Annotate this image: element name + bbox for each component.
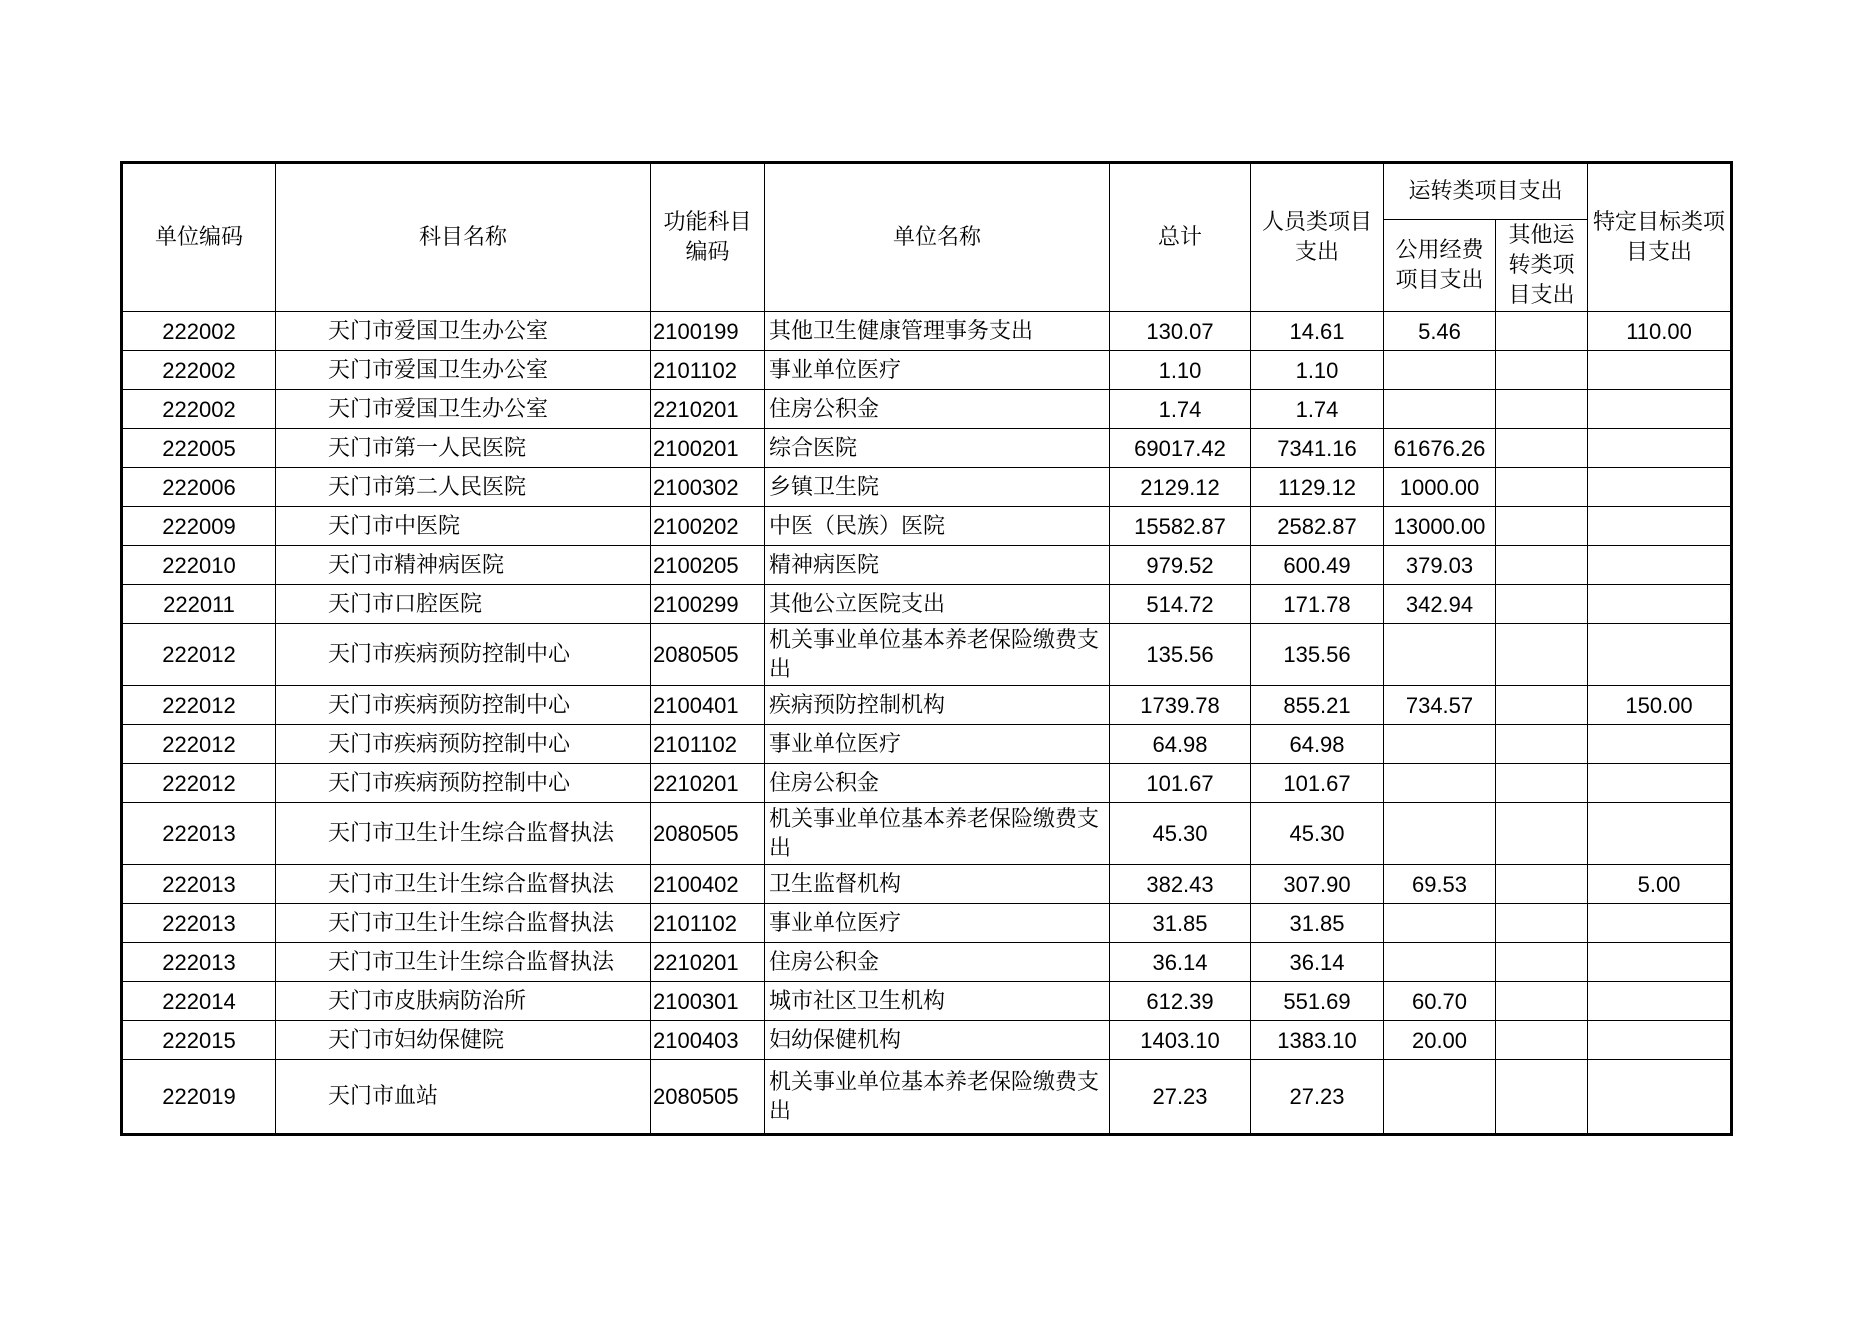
total-cell: 69017.42 (1110, 429, 1251, 468)
specific-target-cell (1588, 803, 1732, 865)
other-operating-cell (1496, 624, 1588, 686)
unit-code-cell: 222010 (122, 546, 276, 585)
other-operating-cell (1496, 764, 1588, 803)
total-cell: 1.74 (1110, 390, 1251, 429)
unit-code-cell: 222014 (122, 982, 276, 1021)
subject-name-cell: 天门市卫生计生综合监督执法 (276, 865, 651, 904)
func-code-cell: 2100205 (651, 546, 765, 585)
unit-name-cell: 其他公立医院支出 (765, 585, 1110, 624)
subject-name-cell: 天门市卫生计生综合监督执法 (276, 943, 651, 982)
unit-code-cell: 222012 (122, 764, 276, 803)
other-operating-cell (1496, 943, 1588, 982)
table-row (122, 1021, 1732, 1060)
total-cell: 45.30 (1110, 803, 1251, 865)
specific-target-cell (1588, 507, 1732, 546)
unit-code-cell: 222002 (122, 351, 276, 390)
header-other-operating: 其他运转类项目支出 (1496, 220, 1588, 312)
other-operating-cell (1496, 904, 1588, 943)
header-operating-group: 运转类项目支出 (1384, 163, 1588, 220)
table-row (122, 390, 1732, 429)
func-code-cell: 2100402 (651, 865, 765, 904)
unit-code-cell: 222012 (122, 725, 276, 764)
personnel-cell: 1383.10 (1251, 1021, 1384, 1060)
unit-name-cell: 卫生监督机构 (765, 865, 1110, 904)
total-cell: 2129.12 (1110, 468, 1251, 507)
table-row (122, 803, 1732, 865)
personnel-cell: 600.49 (1251, 546, 1384, 585)
subject-name-cell: 天门市口腔医院 (276, 585, 651, 624)
specific-target-cell (1588, 351, 1732, 390)
total-cell: 1403.10 (1110, 1021, 1251, 1060)
specific-target-cell (1588, 1060, 1732, 1135)
total-cell: 31.85 (1110, 904, 1251, 943)
public-expense-cell: 342.94 (1384, 585, 1496, 624)
public-expense-cell: 1000.00 (1384, 468, 1496, 507)
other-operating-cell (1496, 1021, 1588, 1060)
subject-name-cell: 天门市疾病预防控制中心 (276, 725, 651, 764)
subject-name-cell: 天门市爱国卫生办公室 (276, 351, 651, 390)
subject-name-cell: 天门市疾病预防控制中心 (276, 686, 651, 725)
header-unit-name: 单位名称 (765, 163, 1110, 312)
func-code-cell: 2101102 (651, 904, 765, 943)
header-total: 总计 (1110, 163, 1251, 312)
personnel-cell: 135.56 (1251, 624, 1384, 686)
public-expense-cell: 61676.26 (1384, 429, 1496, 468)
func-code-cell: 2080505 (651, 1060, 765, 1135)
subject-name-cell: 天门市爱国卫生办公室 (276, 390, 651, 429)
other-operating-cell (1496, 803, 1588, 865)
public-expense-cell (1384, 803, 1496, 865)
total-cell: 64.98 (1110, 725, 1251, 764)
subject-name-cell: 天门市中医院 (276, 507, 651, 546)
public-expense-cell (1384, 904, 1496, 943)
subject-name-cell: 天门市血站 (276, 1060, 651, 1135)
table-row (122, 725, 1732, 764)
other-operating-cell (1496, 468, 1588, 507)
personnel-cell: 36.14 (1251, 943, 1384, 982)
unit-code-cell: 222013 (122, 803, 276, 865)
public-expense-cell: 379.03 (1384, 546, 1496, 585)
subject-name-cell: 天门市卫生计生综合监督执法 (276, 803, 651, 865)
unit-code-cell: 222006 (122, 468, 276, 507)
personnel-cell: 14.61 (1251, 312, 1384, 351)
public-expense-cell (1384, 1060, 1496, 1135)
total-cell: 130.07 (1110, 312, 1251, 351)
public-expense-cell (1384, 351, 1496, 390)
total-cell: 36.14 (1110, 943, 1251, 982)
personnel-cell: 551.69 (1251, 982, 1384, 1021)
unit-name-cell: 住房公积金 (765, 764, 1110, 803)
func-code-cell: 2100403 (651, 1021, 765, 1060)
public-expense-cell: 13000.00 (1384, 507, 1496, 546)
unit-code-cell: 222013 (122, 904, 276, 943)
subject-name-cell: 天门市卫生计生综合监督执法 (276, 904, 651, 943)
func-code-cell: 2100401 (651, 686, 765, 725)
public-expense-cell: 734.57 (1384, 686, 1496, 725)
public-expense-cell (1384, 943, 1496, 982)
specific-target-cell (1588, 764, 1732, 803)
table-row (122, 507, 1732, 546)
public-expense-cell (1384, 725, 1496, 764)
subject-name-cell: 天门市爱国卫生办公室 (276, 312, 651, 351)
table-row (122, 351, 1732, 390)
other-operating-cell (1496, 585, 1588, 624)
unit-code-cell: 222013 (122, 865, 276, 904)
func-code-cell: 2100202 (651, 507, 765, 546)
other-operating-cell (1496, 507, 1588, 546)
personnel-cell: 31.85 (1251, 904, 1384, 943)
unit-code-cell: 222005 (122, 429, 276, 468)
subject-name-cell: 天门市疾病预防控制中心 (276, 624, 651, 686)
subject-name-cell: 天门市第二人民医院 (276, 468, 651, 507)
unit-name-cell: 乡镇卫生院 (765, 468, 1110, 507)
unit-code-cell: 222012 (122, 686, 276, 725)
other-operating-cell (1496, 429, 1588, 468)
personnel-cell: 1.10 (1251, 351, 1384, 390)
subject-name-cell: 天门市皮肤病防治所 (276, 982, 651, 1021)
table-row (122, 468, 1732, 507)
table-row (122, 686, 1732, 725)
header-specific-target: 特定目标类项目支出 (1588, 163, 1732, 312)
unit-name-cell: 综合医院 (765, 429, 1110, 468)
table-row (122, 865, 1732, 904)
unit-name-cell: 机关事业单位基本养老保险缴费支出 (765, 1060, 1110, 1135)
header-subject-name: 科目名称 (276, 163, 651, 312)
unit-code-cell: 222002 (122, 312, 276, 351)
header-public-expense: 公用经费项目支出 (1384, 220, 1496, 312)
unit-name-cell: 妇幼保健机构 (765, 1021, 1110, 1060)
personnel-cell: 171.78 (1251, 585, 1384, 624)
specific-target-cell: 150.00 (1588, 686, 1732, 725)
specific-target-cell (1588, 624, 1732, 686)
func-code-cell: 2100302 (651, 468, 765, 507)
unit-name-cell: 住房公积金 (765, 390, 1110, 429)
unit-code-cell: 222019 (122, 1060, 276, 1135)
unit-name-cell: 疾病预防控制机构 (765, 686, 1110, 725)
other-operating-cell (1496, 546, 1588, 585)
personnel-cell: 45.30 (1251, 803, 1384, 865)
specific-target-cell (1588, 546, 1732, 585)
unit-name-cell: 中医（民族）医院 (765, 507, 1110, 546)
public-expense-cell: 69.53 (1384, 865, 1496, 904)
total-cell: 382.43 (1110, 865, 1251, 904)
unit-name-cell: 精神病医院 (765, 546, 1110, 585)
func-code-cell: 2100301 (651, 982, 765, 1021)
unit-code-cell: 222012 (122, 624, 276, 686)
specific-target-cell (1588, 725, 1732, 764)
total-cell: 979.52 (1110, 546, 1251, 585)
total-cell: 15582.87 (1110, 507, 1251, 546)
public-expense-cell: 60.70 (1384, 982, 1496, 1021)
func-code-cell: 2080505 (651, 803, 765, 865)
specific-target-cell (1588, 390, 1732, 429)
unit-name-cell: 机关事业单位基本养老保险缴费支出 (765, 624, 1110, 686)
total-cell: 514.72 (1110, 585, 1251, 624)
other-operating-cell (1496, 351, 1588, 390)
public-expense-cell (1384, 624, 1496, 686)
header-func-code: 功能科目编码 (651, 163, 765, 312)
header-unit-code: 单位编码 (122, 163, 276, 312)
func-code-cell: 2100199 (651, 312, 765, 351)
unit-code-cell: 222009 (122, 507, 276, 546)
total-cell: 1739.78 (1110, 686, 1251, 725)
unit-code-cell: 222011 (122, 585, 276, 624)
table-row (122, 624, 1732, 686)
unit-name-cell: 住房公积金 (765, 943, 1110, 982)
table-row (122, 943, 1732, 982)
table-row (122, 982, 1732, 1021)
personnel-cell: 101.67 (1251, 764, 1384, 803)
unit-name-cell: 事业单位医疗 (765, 725, 1110, 764)
specific-target-cell: 5.00 (1588, 865, 1732, 904)
specific-target-cell: 110.00 (1588, 312, 1732, 351)
func-code-cell: 2080505 (651, 624, 765, 686)
personnel-cell: 855.21 (1251, 686, 1384, 725)
unit-name-cell: 事业单位医疗 (765, 351, 1110, 390)
other-operating-cell (1496, 686, 1588, 725)
unit-name-cell: 机关事业单位基本养老保险缴费支出 (765, 803, 1110, 865)
unit-code-cell: 222002 (122, 390, 276, 429)
specific-target-cell (1588, 904, 1732, 943)
table-row (122, 312, 1732, 351)
table-row (122, 546, 1732, 585)
unit-name-cell: 事业单位医疗 (765, 904, 1110, 943)
unit-name-cell: 其他卫生健康管理事务支出 (765, 312, 1110, 351)
public-expense-cell: 5.46 (1384, 312, 1496, 351)
total-cell: 612.39 (1110, 982, 1251, 1021)
total-cell: 27.23 (1110, 1060, 1251, 1135)
other-operating-cell (1496, 982, 1588, 1021)
other-operating-cell (1496, 312, 1588, 351)
unit-name-cell: 城市社区卫生机构 (765, 982, 1110, 1021)
func-code-cell: 2100201 (651, 429, 765, 468)
public-expense-cell (1384, 764, 1496, 803)
func-code-cell: 2210201 (651, 390, 765, 429)
subject-name-cell: 天门市妇幼保健院 (276, 1021, 651, 1060)
specific-target-cell (1588, 943, 1732, 982)
table-row (122, 429, 1732, 468)
func-code-cell: 2210201 (651, 764, 765, 803)
personnel-cell: 2582.87 (1251, 507, 1384, 546)
table-row (122, 904, 1732, 943)
header-row (122, 163, 1732, 220)
func-code-cell: 2210201 (651, 943, 765, 982)
func-code-cell: 2100299 (651, 585, 765, 624)
public-expense-cell (1384, 390, 1496, 429)
header-personnel: 人员类项目支出 (1251, 163, 1384, 312)
personnel-cell: 1.74 (1251, 390, 1384, 429)
specific-target-cell (1588, 1021, 1732, 1060)
personnel-cell: 7341.16 (1251, 429, 1384, 468)
other-operating-cell (1496, 865, 1588, 904)
func-code-cell: 2101102 (651, 351, 765, 390)
total-cell: 101.67 (1110, 764, 1251, 803)
budget-table (120, 161, 1733, 1136)
specific-target-cell (1588, 585, 1732, 624)
subject-name-cell: 天门市疾病预防控制中心 (276, 764, 651, 803)
subject-name-cell: 天门市第一人民医院 (276, 429, 651, 468)
personnel-cell: 307.90 (1251, 865, 1384, 904)
subject-name-cell: 天门市精神病医院 (276, 546, 651, 585)
other-operating-cell (1496, 390, 1588, 429)
specific-target-cell (1588, 429, 1732, 468)
total-cell: 1.10 (1110, 351, 1251, 390)
unit-code-cell: 222013 (122, 943, 276, 982)
unit-code-cell: 222015 (122, 1021, 276, 1060)
personnel-cell: 27.23 (1251, 1060, 1384, 1135)
other-operating-cell (1496, 1060, 1588, 1135)
table-row (122, 764, 1732, 803)
personnel-cell: 1129.12 (1251, 468, 1384, 507)
other-operating-cell (1496, 725, 1588, 764)
personnel-cell: 64.98 (1251, 725, 1384, 764)
total-cell: 135.56 (1110, 624, 1251, 686)
public-expense-cell: 20.00 (1384, 1021, 1496, 1060)
specific-target-cell (1588, 982, 1732, 1021)
table-row (122, 585, 1732, 624)
table-row (122, 1060, 1732, 1135)
func-code-cell: 2101102 (651, 725, 765, 764)
specific-target-cell (1588, 468, 1732, 507)
